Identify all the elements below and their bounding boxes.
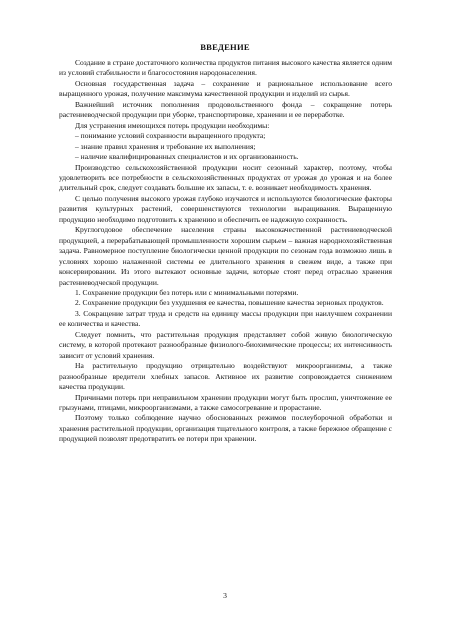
paragraph: Основная государственная задача – сохранение и рациональное использование всего выращенного урожая, получение максимума качественной продукции и изделий из сырья. [59,78,392,99]
paragraph: Производство сельскохозяйственной продукции носит сезонный характер, поэтому, чтобы удовлетворить все потребности в сельскохозяйственных продуктах от урожая до урожая и на более длительный срок, следует создавать большие их запасы, т. е. возникает необходимость хранения. [59,162,392,193]
list-item: – понимание условий сохранности выращенного продукта; [75,131,266,141]
paragraph: С целью получения высокого урожая глубоко изучаются и используются биологические факторы развития культурных растений, совершенствуются технологии выращивания. Выращенную продукцию необходимо подготовить к хранению и обеспечить ее надежную сохранность. [59,193,392,224]
page-number: 3 [223,591,227,600]
paragraph: Важнейший источник пополнения продовольственного фонда – сокращение потерь растениеводческой продукции при уборке, транспортировке, хранении и ее переработке. [59,99,392,120]
numbered-item: 3. Сокращение затрат труда и средств на единицу массы продукции при наилучшем сохранении ее количества и качества. [59,308,392,329]
paragraph: Поэтому только соблюдение научно обоснованных режимов послеуборочной обработки и хранения растительной продукции, организация тщательного контроля, а также бережное обращение с продукцией позволят предотвратить ее потери при хранении. [59,413,392,444]
numbered-item: 2. Сохранение продукции без ухудшения ее качества, повышение качества зерновых продуктов. [75,298,384,308]
document-body [59,58,392,445]
paragraph: Причинами потерь при неправильном хранении продукции могут быть прослип, уничтожение ее грызунами, птицами, микроорганизмами, а также самосогревание и прорастание. [59,392,392,412]
paragraph: Круглогодовое обеспечение населения страны высококачественной растениеводческой продукцией, а перерабатывающей промышленности хорошим сырьем – важная народнохозяйственная задача. Равномерное поступление биологически ценной продукции по сезонам года возможно лишь в условиях хорошо налаженной системы ее длительного хранения в свежем виде, а также при консервировании. Из этого вытекают основные задачи, которые стоят перед отраслью хранения растениеводческой продукции. [59,225,392,287]
list-item: – наличие квалифицированных специалистов и их организованность. [75,152,299,162]
paragraph: Следует помнить, что растительная продукция представляет собой живую биологическую систему, в которой протекают разнообразные физиолого-биохимические процессы; их интенсивность зависит от условий хранения. [59,329,392,360]
paragraph: Создание в стране достаточного количества продуктов питания высокого качества является одним из условий стабильности и благосостояния народонаселения. [59,58,392,78]
page-title: ВВЕДЕНИЕ [200,42,250,52]
list-item: – знание правил хранения и требование их выполнения; [75,141,256,151]
numbered-item: 1. Сохранение продукции без потерь или с минимальными потерями. [75,287,299,297]
paragraph: Для устранения имеющихся потерь продукции необходимы: [75,120,270,130]
paragraph: На растительную продукцию отрицательно воздействуют микроорганизмы, а также разнообразные вредители хлебных запасов. Активное их развитие сопровождается снижением качества продукции. [59,361,392,392]
